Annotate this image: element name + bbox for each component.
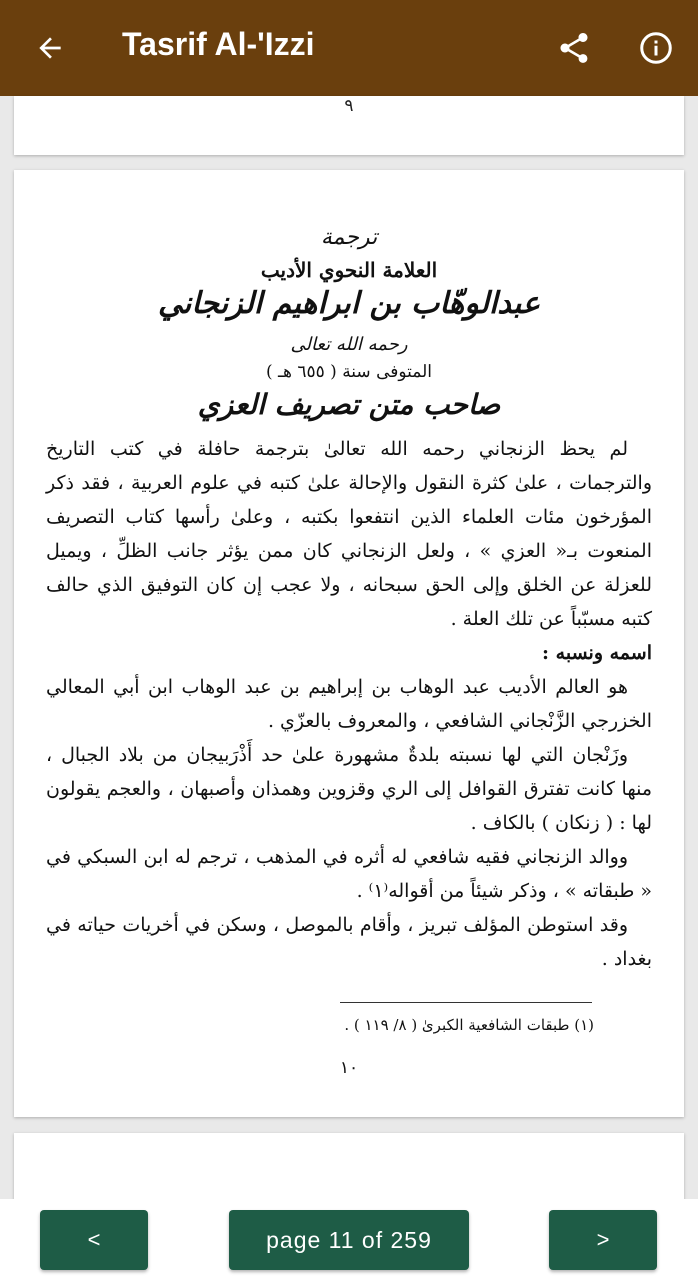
- app-title: Tasrif Al-'Izzi: [122, 26, 315, 62]
- paragraph-1: لم يحظ الزنجاني رحمه الله تعالىٰ بترجمة حافلة في كتب التاريخ والترجمات ، علىٰ كثرة النقول والإحالة علىٰ كتبه في علوم العربية ، فقد ذكر المؤرخون مئات العلماء الذين انتفعوا بكتبه ، وعلىٰ رأسها كتاب التصريف المنعوت بـ« العزي » ، ولعل الزنجاني كان ممن يؤثر جانب الظلِّ ، ويميل للعزلة عن الخلق وإلى الحق سبحانه ، ولا عجب إن كان التوفيق الذي حالف كتبه مسبّباً عن تلك العلة .: [46, 438, 652, 630]
- heading-title: العلامة النحوي الأديب: [260, 258, 438, 282]
- section-subheading: اسمه ونسبه :: [542, 642, 652, 664]
- heading-work: صاحب متن تصريف العزي: [197, 388, 501, 421]
- share-button[interactable]: [550, 24, 598, 72]
- next-page-button[interactable]: >: [549, 1210, 657, 1270]
- footnote-divider: [340, 1002, 592, 1003]
- page-number: ١٠: [339, 1058, 359, 1078]
- previous-page-button[interactable]: <: [40, 1210, 148, 1270]
- paragraph-4: ووالد الزنجاني فقيه شافعي له أثره في المذهب ، ترجم له ابن السبكي في « طبقاته » ، وذكر شيئاً من أقواله⁽١⁾ .: [46, 846, 652, 902]
- app-bar: [0, 0, 698, 96]
- footnote: (١) طبقات الشافعية الكبرىٰ ( ٨/ ١١٩ ) .: [344, 1016, 594, 1034]
- book-page: [14, 170, 684, 1117]
- page-body: [46, 432, 652, 976]
- previous-page-number: ٩: [344, 96, 354, 116]
- paragraph-3: وزَنْجان التي لها نسبته بلدةٌ مشهورة علىٰ حد أَذْرَبيجان من بلاد الجبال ، منها كانت تفترق القوافل إلى الري وقزوين وهمذان وأصبهان ، والعجم يقولون لها : ( زنكان ) بالكاف .: [46, 744, 652, 834]
- paragraph-2: هو العالم الأديب عبد الوهاب بن إبراهيم بن عبد الوهاب ابن أبي المعالي الخزرجي الزَّنْجاني الشافعي ، والمعروف بالعزّي .: [46, 676, 652, 732]
- heading-death-year: المتوفى سنة ( ٦٥٥ هـ ): [265, 362, 433, 382]
- info-button[interactable]: [632, 24, 680, 72]
- share-icon: [556, 30, 592, 66]
- back-button[interactable]: [26, 24, 74, 72]
- heading-author-name: عبدالوهّاب بن ابراهيم الزنجاني: [157, 286, 541, 321]
- arrow-back-icon: [34, 32, 66, 64]
- page-indicator-button[interactable]: page 11 of 259: [229, 1210, 469, 1270]
- heading-translation: ترجمة: [320, 225, 378, 250]
- paragraph-5: وقد استوطن المؤلف تبريز ، وأقام بالموصل ، وسكن في أخريات حياته في بغداد .: [46, 914, 652, 970]
- previous-page-bottom: [14, 96, 684, 155]
- info-icon: [638, 30, 674, 66]
- heading-blessing: رحمه الله تعالى: [290, 334, 408, 355]
- bottom-navigation: [0, 1199, 698, 1280]
